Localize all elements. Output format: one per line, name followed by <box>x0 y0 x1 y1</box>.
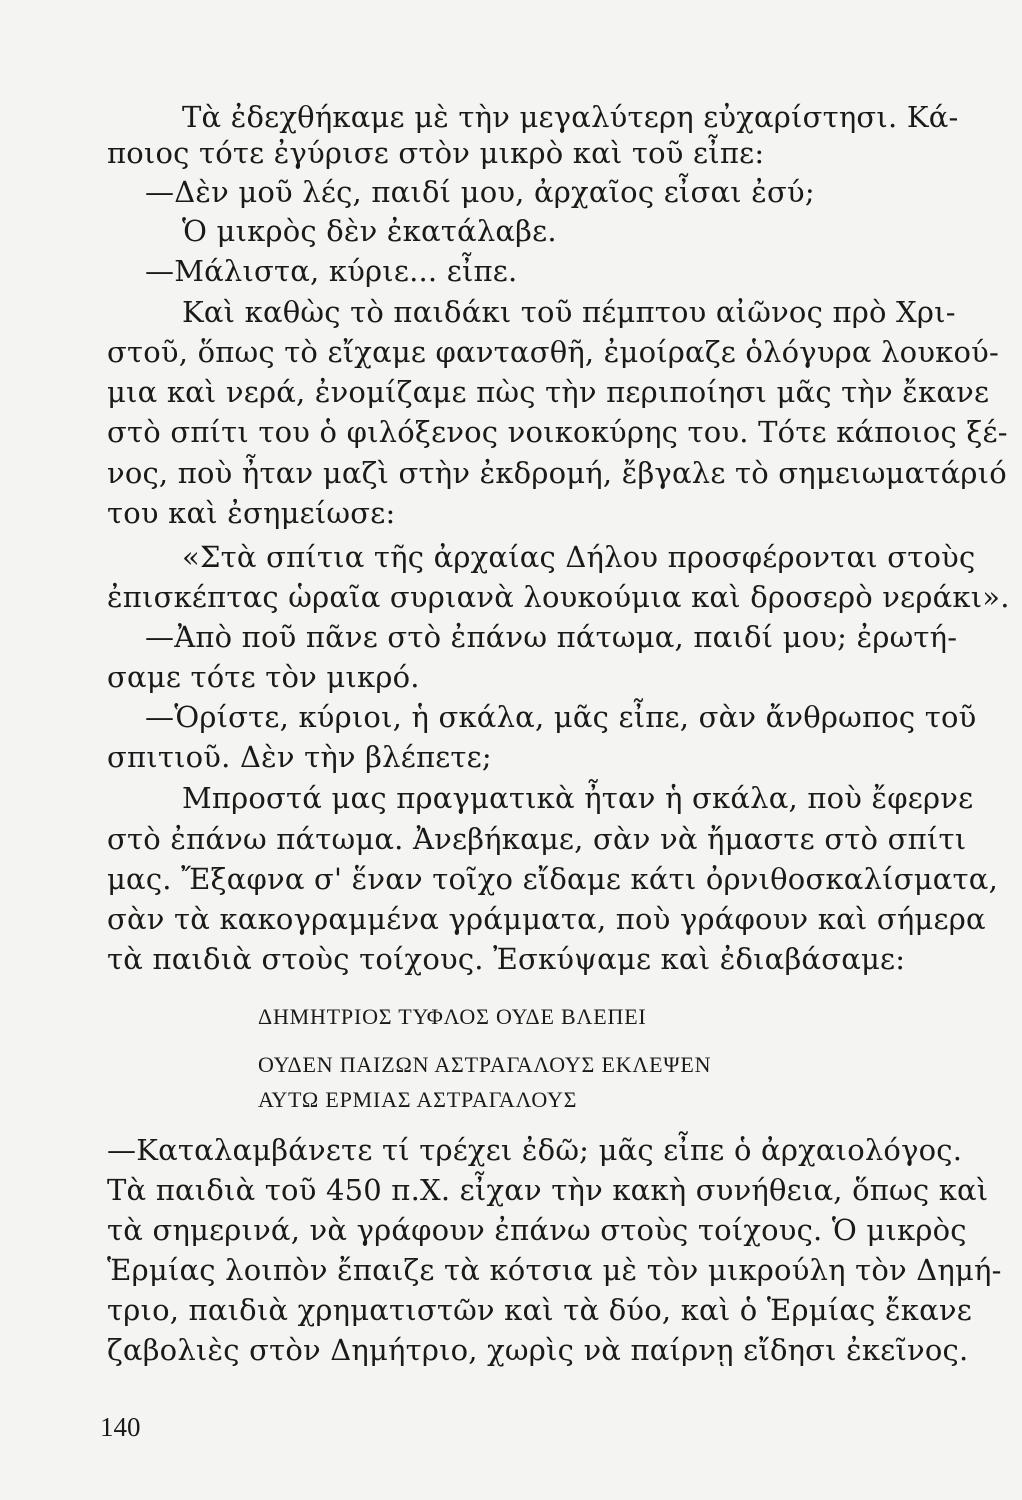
inscription-line: ΔΗΜΗΤΡΙΟΣ ΤΥΦΛΟΣ ΟΥΔΕ ΒΛΕΠΕΙ <box>258 1004 647 1029</box>
text-line: στοῦ, ὅπως τὸ εἴχαμε φαντασθῆ, ἐμοίραζε ὁλόγυρα λουκού- <box>107 335 999 369</box>
text-line: σπιτιοῦ. Δὲν τὴν βλέπετε; <box>107 740 492 774</box>
text-line: σὰν τὰ κακογραμμένα γράμματα, ποὺ γράφουν καὶ σήμερα <box>107 902 986 936</box>
text-line: νος, ποὺ ἦταν μαζὶ στὴν ἐκδρομή, ἔβγαλε τὸ σημειωματάριό <box>107 456 1007 490</box>
text-line: Τὰ παιδιὰ τοῦ 450 π.Χ. εἶχαν τὴν κακὴ συνήθεια, ὅπως καὶ <box>107 1173 989 1207</box>
text-line: τριο, παιδιὰ χρηματιστῶν καὶ τὰ δύο, καὶ ὁ Ἑρμίας ἔκανε <box>107 1293 972 1327</box>
text-line: Μπροστά μας πραγματικὰ ἦταν ἡ σκάλα, ποὺ ἔφερνε <box>182 781 974 815</box>
quote-line: ἐπισκέπτας ὡραῖα συριανὰ λουκούμια καὶ δροσερὸ νεράκι». <box>107 580 1010 614</box>
text-line: μια καὶ νερά, ἐνομίζαμε πὼς τὴν περιποίησι μᾶς τὴν ἔκανε <box>107 375 990 409</box>
text-line: μας. Ἔξαφνα σ' ἕναν τοῖχο εἴδαμε κάτι ὀρνιθοσκαλίσματα, <box>107 862 998 896</box>
text-line: —Μάλιστα, κύριε... εἶπε. <box>145 254 518 288</box>
page-number: 140 <box>100 1412 141 1442</box>
text-line: του καὶ ἐσημείωσε: <box>107 496 396 530</box>
text-line: —Ἀπὸ ποῦ πᾶνε στὸ ἐπάνω πάτωμα, παιδί μου; ἐρωτή- <box>145 620 958 654</box>
inscription-line: ΑΥΤΩ ΕΡΜΙΑΣ ΑΣΤΡΑΓΑΛΟΥΣ <box>258 1087 578 1112</box>
text-line: Καὶ καθὼς τὸ παιδάκι τοῦ πέμπτου αἰῶνος πρὸ Χρι- <box>182 295 956 329</box>
text-line: Ὁ μικρὸς δὲν ἐκατάλαβε. <box>182 214 557 248</box>
text-line: —Δὲν μοῦ λές, παιδί μου, ἀρχαῖος εἶσαι ἐσύ; <box>145 175 815 209</box>
text-line: Ἑρμίας λοιπὸν ἔπαιζε τὰ κότσια μὲ τὸν μικρούλη τὸν Δημή- <box>107 1253 1002 1287</box>
quote-line: «Στὰ σπίτια τῆς ἀρχαίας Δήλου προσφέρονται στοὺς <box>182 540 976 574</box>
text-line: στὸ ἐπάνω πάτωμα. Ἀνεβήκαμε, σὰν νὰ ἤμαστε στὸ σπίτι <box>107 822 967 856</box>
text-line: σαμε τότε τὸν μικρό. <box>107 660 420 694</box>
text-line: —Ὁρίστε, κύριοι, ἡ σκάλα, μᾶς εἶπε, σὰν ἄνθρωπος τοῦ <box>145 700 977 734</box>
text-line: τὰ σημερινά, νὰ γράφουν ἐπάνω στοὺς τοίχους. Ὁ μικρὸς <box>107 1213 967 1247</box>
text-line: —Καταλαμβάνετε τί τρέχει ἐδῶ; μᾶς εἶπε ὁ ἀρχαιολόγος. <box>107 1133 963 1167</box>
text-line: τὰ παιδιὰ στοὺς τοίχους. Ἐσκύψαμε καὶ ἐδιαβάσαμε: <box>107 942 906 976</box>
text-line: Τὰ ἐδεχθήκαμε μὲ τὴν μεγαλύτερη εὐχαρίστησι. Κά- <box>182 100 959 134</box>
text-line: ποιος τότε ἐγύρισε στὸν μικρὸ καὶ τοῦ εἶπε: <box>107 136 765 170</box>
text-line: στὸ σπίτι του ὁ φιλόξενος νοικοκύρης του. Τότε κάποιος ξέ- <box>107 415 1008 449</box>
inscription-line: ΟΥΔΕΝ ΠΑΙΖΩΝ ΑΣΤΡΑΓΑΛΟΥΣ ΕΚΛΕΨΕΝ <box>258 1052 712 1077</box>
text-line: ζαβολιὲς στὸν Δημήτριο, χωρὶς νὰ παίρνῃ εἴδησι ἐκεῖνος. <box>107 1333 969 1367</box>
